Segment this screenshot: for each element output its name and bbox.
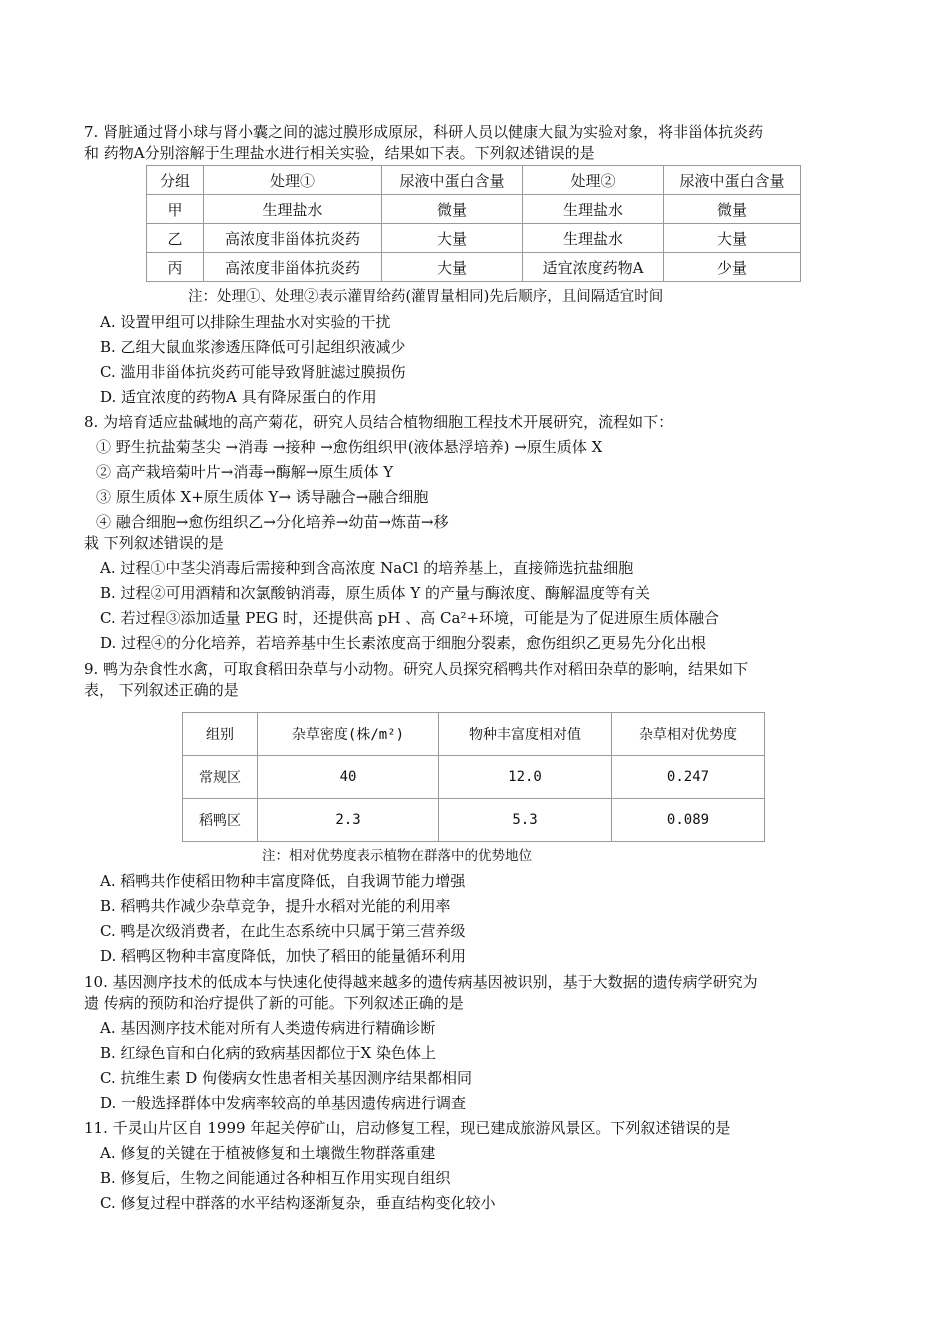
table-row [147, 253, 801, 282]
q10-option-b: B. 红绿色盲和白化病的致病基因都位于X 染色体上 [100, 1044, 437, 1062]
table-header-cell: 尿液中蛋白含量 [382, 166, 523, 195]
table-cell: 生理盐水 [523, 195, 664, 224]
q8-option-b: B. 过程②可用酒精和次氯酸钠消毒，原生质体 Y 的产量与酶浓度、酶解温度等有关 [100, 584, 651, 602]
table-cell: 12.0 [439, 756, 612, 799]
q8-step-1: ① 野生抗盐菊茎尖 →消毒 →接种 →愈伤组织甲(液体悬浮培养) →原生质体 X [96, 438, 603, 456]
table-header-row [147, 166, 801, 195]
table-header-cell: 杂草相对优势度 [612, 713, 765, 756]
table-cell: 稻鸭区 [183, 799, 258, 842]
q9-stem-line1: 9. 鸭为杂食性水禽，可取食稻田杂草与小动物。研究人员探究稻鸭共作对稻田杂草的影响，结果如下 [84, 660, 749, 678]
q9-option-b: B. 稻鸭共作减少杂草竞争，提升水稻对光能的利用率 [100, 897, 451, 915]
q7-stem-line2: 和 药物A分别溶解于生理盐水进行相关实验，结果如下表。下列叙述错误的是 [84, 144, 595, 162]
q8-stem: 8. 为培育适应盐碱地的高产菊花，研究人员结合植物细胞工程技术开展研究，流程如下： [84, 413, 674, 431]
table-header-cell: 处理② [523, 166, 664, 195]
q7-table-note: 注：处理①、处理②表示灌胃给药(灌胃量相同)先后顺序，且间隔适宜时间 [188, 289, 664, 305]
table-cell: 高浓度非甾体抗炎药 [204, 224, 382, 253]
table-cell: 生理盐水 [523, 224, 664, 253]
table-cell: 5.3 [439, 799, 612, 842]
q9-option-c: C. 鸭是次级消费者，在此生态系统中只属于第三营养级 [100, 922, 466, 940]
table-cell: 丙 [147, 253, 204, 282]
q7-table [146, 165, 801, 282]
q11-stem: 11. 千灵山片区自 1999 年起关停矿山，启动修复工程，现已建成旅游风景区。下列叙述错误的是 [84, 1119, 731, 1137]
q11-option-c: C. 修复过程中群落的水平结构逐渐复杂，垂直结构变化较小 [100, 1194, 496, 1212]
table-cell: 适宜浓度药物A [523, 253, 664, 282]
q10-option-d: D. 一般选择群体中发病率较高的单基因遗传病进行调查 [100, 1094, 467, 1112]
table-row [147, 195, 801, 224]
q8-step-3: ③ 原生质体 X+原生质体 Y→ 诱导融合→融合细胞 [96, 488, 429, 506]
table-header-cell: 组别 [183, 713, 258, 756]
table-cell: 乙 [147, 224, 204, 253]
q8-step-2: ② 高产栽培菊叶片→消毒→酶解→原生质体 Y [96, 463, 394, 481]
q8-stem-tail: 栽 下列叙述错误的是 [84, 534, 224, 552]
table-header-cell: 分组 [147, 166, 204, 195]
q8-option-a: A. 过程①中茎尖消毒后需接种到含高浓度 NaCl 的培养基上，直接筛选抗盐细胞 [100, 559, 634, 577]
q10-stem-line2: 遗 传病的预防和治疗提供了新的可能。下列叙述正确的是 [84, 994, 464, 1012]
table-cell: 大量 [382, 224, 523, 253]
q9-option-d: D. 稻鸭区物种丰富度降低，加快了稻田的能量循环利用 [100, 947, 467, 965]
table-cell: 少量 [664, 253, 801, 282]
q10-stem-line1: 10. 基因测序技术的低成本与快速化使得越来越多的遗传病基因被识别，基于大数据的遗传病学研究为 [84, 973, 758, 991]
q10-option-c: C. 抗维生素 D 佝偻病女性患者相关基因测序结果都相同 [100, 1069, 473, 1087]
table-cell: 微量 [382, 195, 523, 224]
table-header-cell: 杂草密度(株/m²) [258, 713, 439, 756]
table-cell: 40 [258, 756, 439, 799]
q7-option-b: B. 乙组大鼠血浆渗透压降低可引起组织液减少 [100, 338, 406, 356]
table-row [183, 756, 765, 799]
table-cell: 大量 [382, 253, 523, 282]
q9-table [182, 712, 765, 842]
table-cell: 常规区 [183, 756, 258, 799]
table-cell: 2.3 [258, 799, 439, 842]
table-row [183, 799, 765, 842]
table-cell: 0.247 [612, 756, 765, 799]
table-header-cell: 处理① [204, 166, 382, 195]
q11-option-a: A. 修复的关键在于植被修复和土壤微生物群落重建 [100, 1144, 436, 1162]
table-header-cell: 物种丰富度相对值 [439, 713, 612, 756]
q8-option-c: C. 若过程③添加适量 PEG 时，还提供高 pH 、高 Ca²+环境，可能是为了促进原生质体融合 [100, 609, 720, 627]
q9-option-a: A. 稻鸭共作使稻田物种丰富度降低，自我调节能力增强 [100, 872, 466, 890]
table-cell: 大量 [664, 224, 801, 253]
q7-option-c: C. 滥用非甾体抗炎药可能导致肾脏滤过膜损伤 [100, 363, 406, 381]
q9-stem-line2: 表， 下列叙述正确的是 [84, 681, 239, 699]
table-cell: 生理盐水 [204, 195, 382, 224]
q11-option-b: B. 修复后，生物之间能通过各种相互作用实现自组织 [100, 1169, 451, 1187]
q9-table-note: 注：相对优势度表示植物在群落中的优势地位 [262, 848, 532, 864]
table-header-row [183, 713, 765, 756]
table-cell: 高浓度非甾体抗炎药 [204, 253, 382, 282]
table-header-cell: 尿液中蛋白含量 [664, 166, 801, 195]
q8-step-4: ④ 融合细胞→愈伤组织乙→分化培养→幼苗→炼苗→移 [96, 513, 449, 531]
table-row [147, 224, 801, 253]
table-cell: 微量 [664, 195, 801, 224]
table-cell: 甲 [147, 195, 204, 224]
q7-stem-line1: 7. 肾脏通过肾小球与肾小囊之间的滤过膜形成原尿，科研人员以健康大鼠为实验对象，将非甾体抗炎药 [84, 123, 764, 141]
q8-option-d: D. 过程④的分化培养，若培养基中生长素浓度高于细胞分裂素，愈伤组织乙更易先分化出根 [100, 634, 707, 652]
table-cell: 0.089 [612, 799, 765, 842]
q7-option-d: D. 适宜浓度的药物A 具有降尿蛋白的作用 [100, 388, 377, 406]
q7-option-a: A. 设置甲组可以排除生理盐水对实验的干扰 [100, 313, 391, 331]
q10-option-a: A. 基因测序技术能对所有人类遗传病进行精确诊断 [100, 1019, 436, 1037]
